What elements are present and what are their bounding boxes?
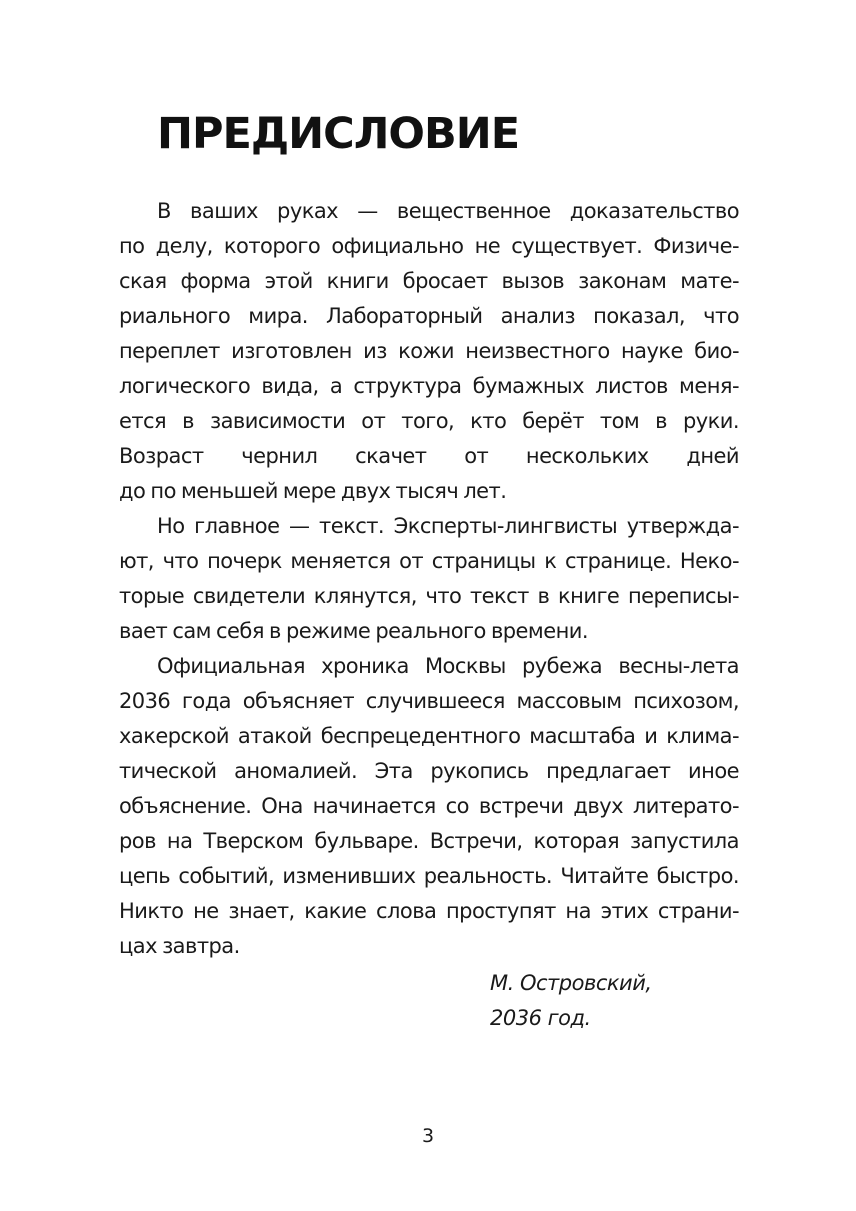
text-line: до по меньшей мере двух тысяч лет. — [119, 479, 507, 503]
text-line: Официальная хроника Москвы рубежа весны-лета — [157, 654, 739, 678]
signature-date: 2036 год. — [490, 1006, 591, 1030]
text-line: ская форма этой книги бросает вызов законам мате- — [119, 269, 739, 293]
text-line: риального мира. Лабораторный анализ показал, что — [119, 304, 739, 328]
text-line: ров на Тверском бульваре. Встречи, которая запустила — [119, 829, 739, 853]
signature-author: М. Островский, — [490, 971, 652, 995]
text-line: 2036 года объясняет случившееся массовым психозом, — [119, 689, 739, 713]
text-line: торые свидетели клянутся, что текст в книге переписы- — [119, 584, 739, 608]
text-line: по делу, которого официально не существует. Физиче- — [119, 234, 739, 258]
text-line: ется в зависимости от того, кто берёт том в руки. — [119, 409, 739, 433]
text-line: объяснение. Она начинается со встречи двух литерато- — [119, 794, 739, 818]
text-line: цепь событий, изменивших реальность. Читайте быстро. — [119, 864, 739, 888]
text-line: вает сам себя в режиме реального времени. — [119, 619, 588, 643]
signature — [490, 966, 652, 1036]
preface-text — [119, 194, 739, 964]
text-line: логического вида, а структура бумажных листов меня- — [119, 374, 739, 398]
text-line: переплет изготовлен из кожи неизвестного науке био- — [119, 339, 739, 363]
text-line: хакерской атакой беспрецедентного масштаба и клима- — [119, 724, 739, 748]
text-line: Но главное — текст. Эксперты-лингвисты утвержда- — [157, 514, 739, 538]
chapter-title: ПРЕДИСЛОВИЕ — [157, 109, 520, 159]
text-line: цах завтра. — [119, 934, 240, 958]
text-line: В ваших руках — вещественное доказательство — [157, 199, 739, 223]
text-line: ют, что почерк меняется от страницы к странице. Неко- — [119, 549, 739, 573]
text-line: Никто не знает, какие слова проступят на этих страни- — [119, 899, 739, 923]
page-number: 3 — [421, 1125, 435, 1147]
text-line: Возраст чернил скачет от нескольких дней — [119, 444, 739, 468]
text-line: тической аномалией. Эта рукопись предлагает иное — [119, 759, 739, 783]
